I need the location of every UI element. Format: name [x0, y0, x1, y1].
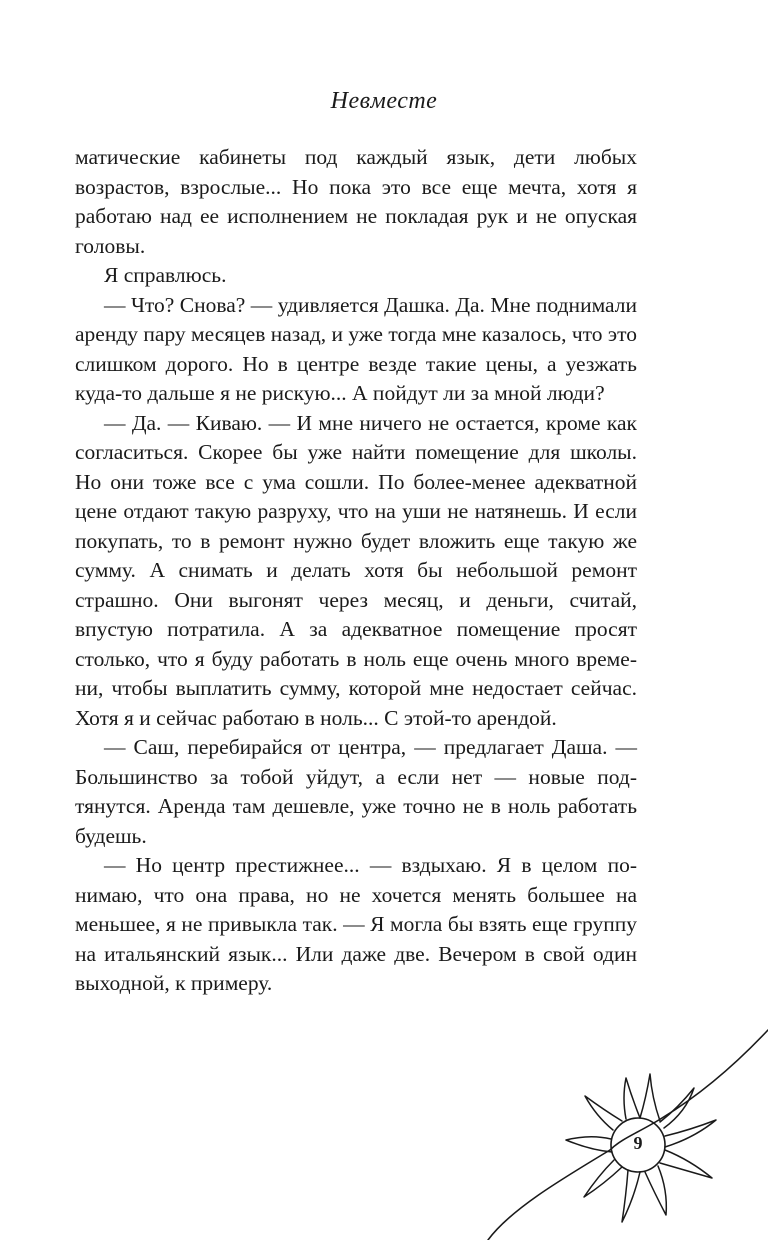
page-body: [75, 143, 637, 999]
paragraph: — Но центр престижнее... — вздыхаю. Я в целом понимаю, что она права, но не хочется менять большее на меньшее, я не привыкла так. — Я могла бы взять еще группу на итальянский язык... Или даже две. Вечером в свой один выходной, к примеру.: [75, 853, 637, 995]
running-title: Невместе: [330, 88, 438, 114]
page-number: 9: [633, 1133, 643, 1153]
paragraph: — Да. — Киваю. — И мне ничего не остается, кроме как согласиться. Скорее бы уже найти помещение для школы. Но они тоже все с ума сошли. По более-менее адекватной цене отдают такую разруху, что на уши не натянешь. И если покупать, то в ремонт нужно будет вложить еще такую же сумму. А снимать и делать хотя бы небольшой ремонт страшно. Они выгонят через месяц, и деньги, считай, впустую потратила. А за адекватное помещение просят столько, что я буду работать в ноль еще очень много времени, чтобы выплатить сумму, которой мне недостает сейчас. Хотя я и сейчас работаю в ноль... С этой-то арендой.: [75, 410, 637, 730]
paragraph: — Саш, перебирайся от центра, — предлагает Даша. — Большинство за тобой уйдут, а если нет — новые подтянутся. Аренда там дешевле, уже точно не в ноль работать будешь.: [75, 735, 637, 848]
paragraph: — Что? Снова? — удивляется Дашка. Да. Мне поднимали аренду пару месяцев назад, и уже тогда мне казалось, что это слишком дорого. Но в центре везде такие цены, а уезжать куда-то дальше я не рискую... А пойдут ли за мной люди?: [75, 292, 637, 405]
paragraph: Я справлюсь.: [104, 263, 227, 287]
paragraph-continued: матические кабинеты под каждый язык, дети любых возрастов, взрослые... Но пока это все еще мечта, хотя я работаю над ее исполнением не покладая рук и не опуская головы.: [75, 145, 637, 258]
